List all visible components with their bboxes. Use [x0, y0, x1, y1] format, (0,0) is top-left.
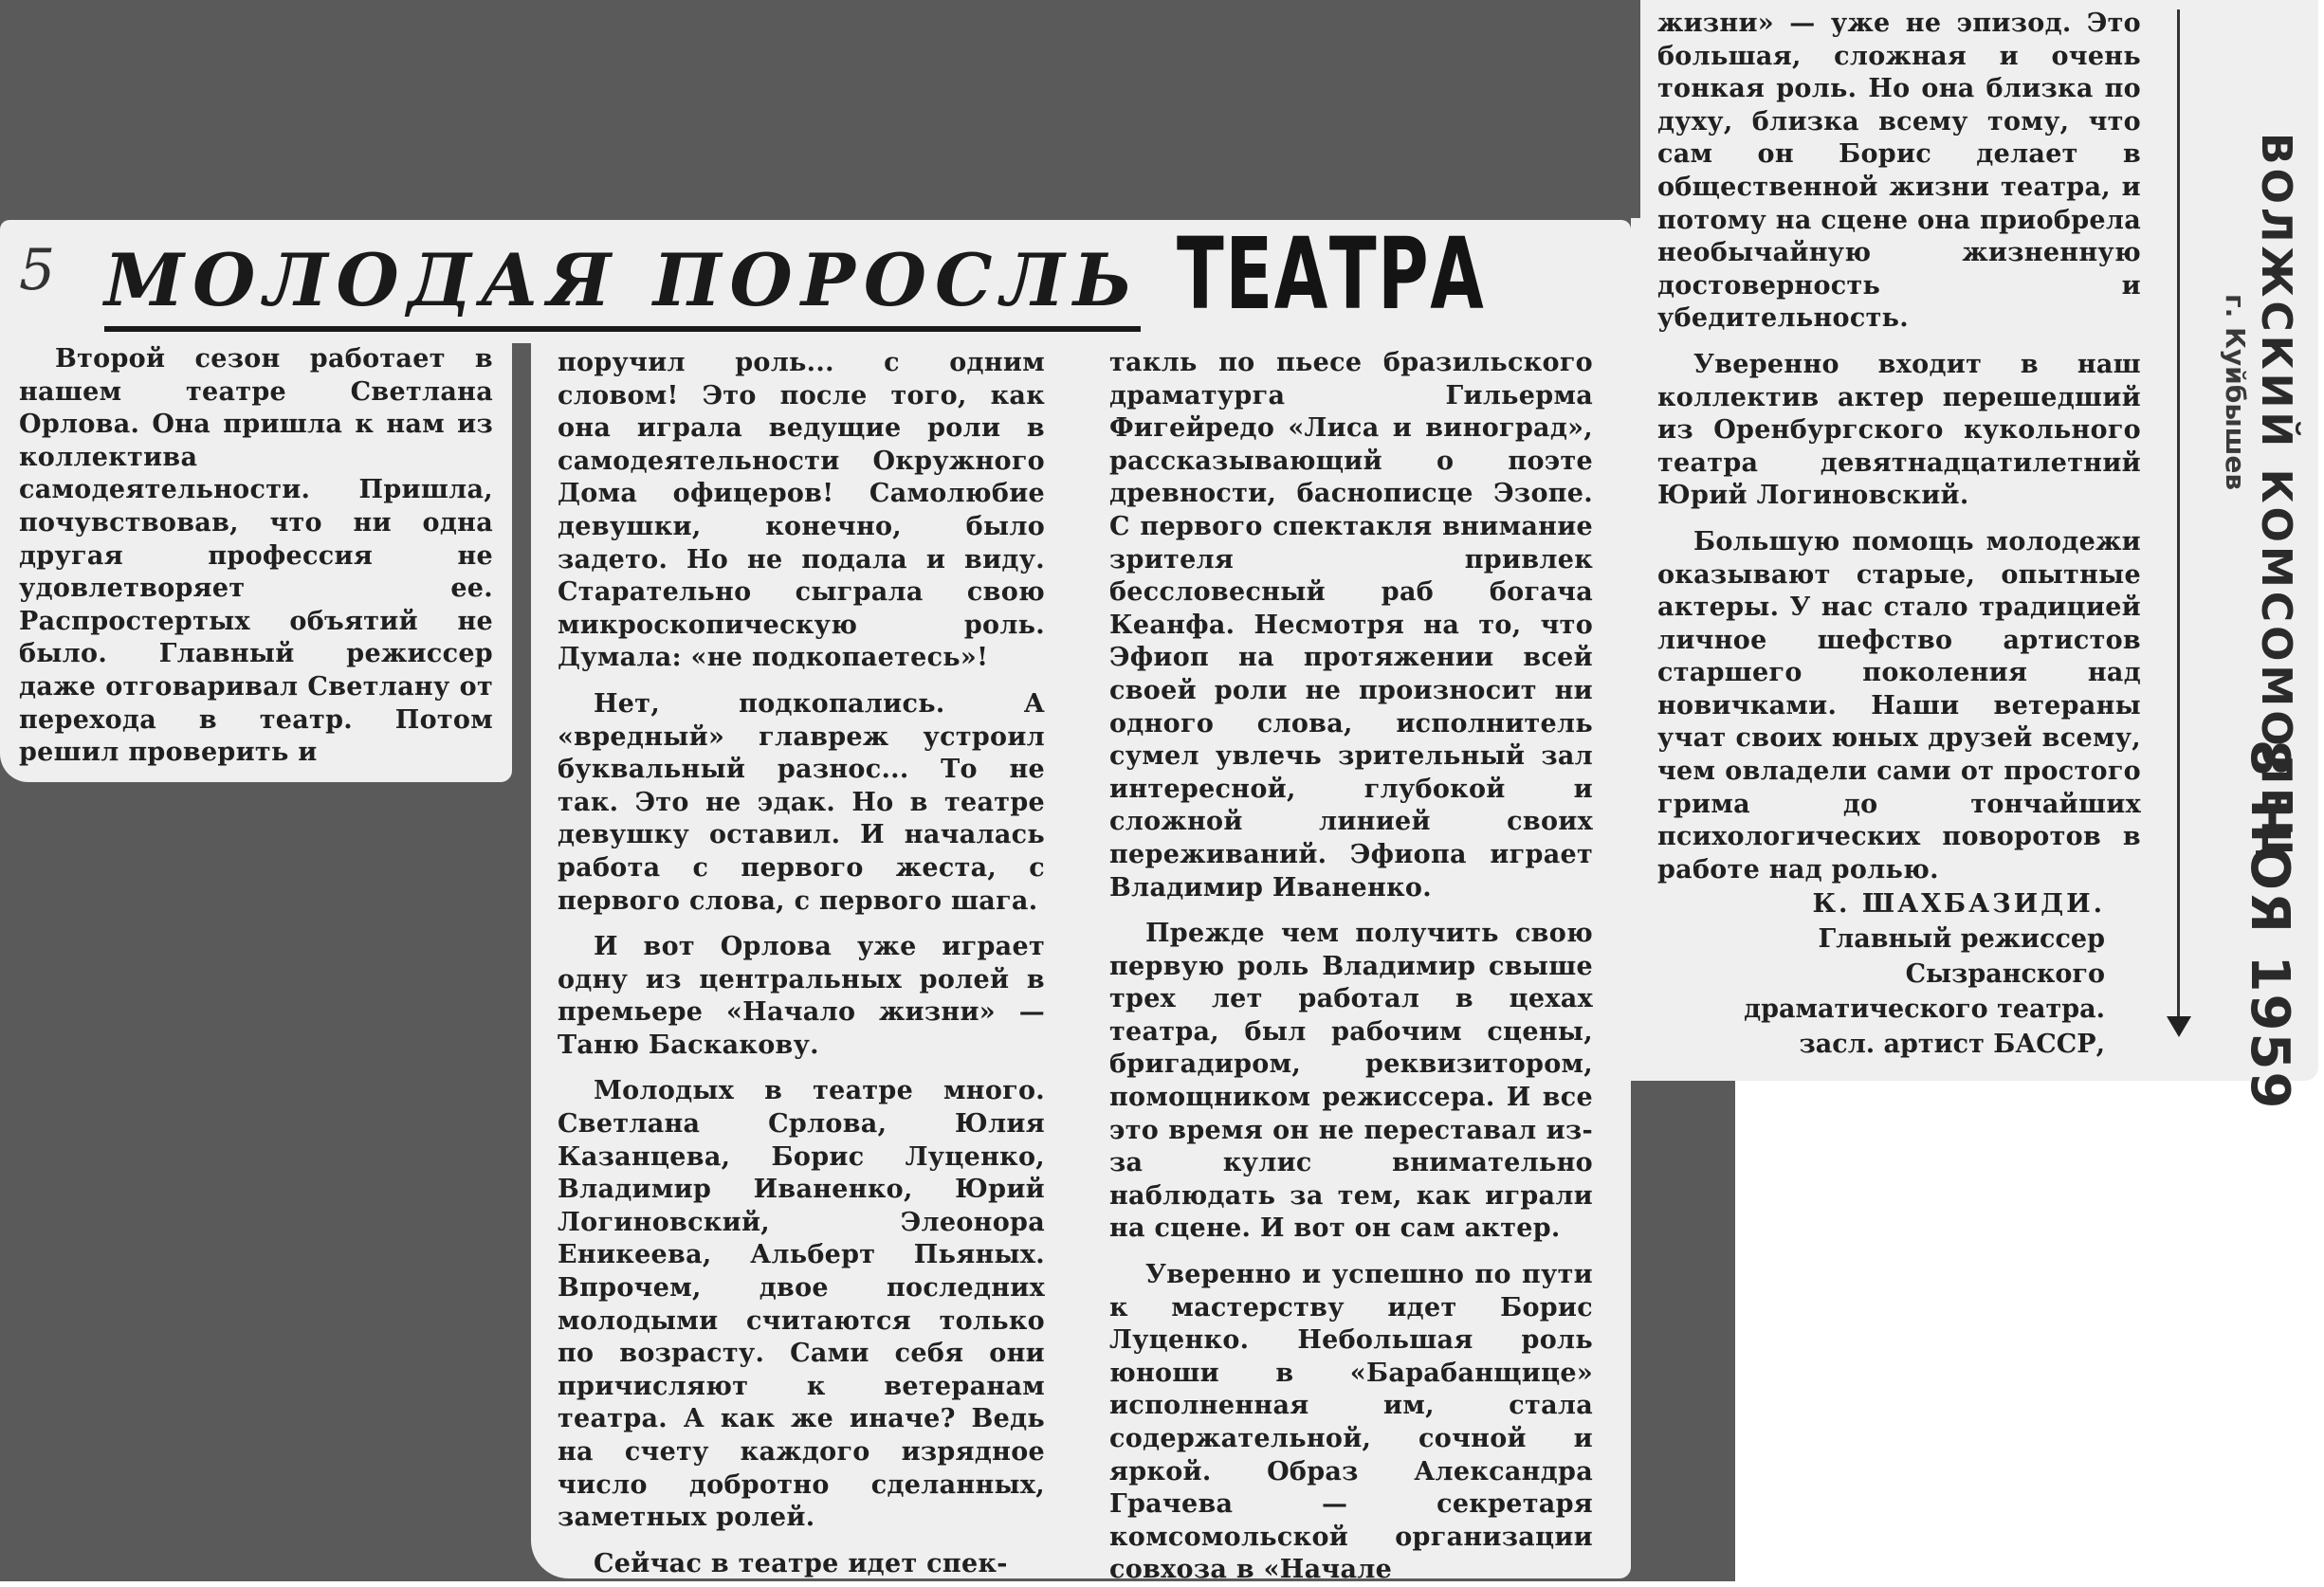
paragraph: Второй сезон работает в нашем театре Светлана Орлова. Она пришла к нам из коллектива самодеятельности. Пришла, почувствовав, что ни одна другая профессия не удовлетворяет ее. Распростертых объятий не было. Главный режиссер даже отговаривал Светлану от перехода в театр. Потом решил проверить и [19, 344, 493, 768]
source-stamp [2187, 133, 2300, 1111]
clipping-column-4-lower [1631, 218, 1650, 1081]
handwritten-mark: 5 [19, 237, 56, 303]
headline [104, 216, 1572, 332]
paragraph: Большую помощь молодежи оказывают старые, опытные актеры. У нас стало традицией личное шефство артистов старшего поколения над новичками. Наши ветераны учат своих юных друзей всему, чем овладели сами от простого грима до тончайших психологических поворотов в работе над ролью. [1657, 526, 2141, 885]
article-column-2 [558, 347, 1045, 1580]
stamp-date: 8 НОЯ 1959 [2239, 739, 2300, 1111]
scanner-background-top [0, 0, 1655, 223]
article-column-1 [19, 343, 493, 770]
paragraph: Молодых в театре много. Светлана Срлова, Юлия Казанцева, Борис Луценко, Владимир Иваненко, Юрий Логиновский, Элеонора Еникеева, Альберт Пьяных. Впрочем, двое последних молодыми считаются только по возрасту. Сами себя они причисляют к ветеранам театра. А как же иначе? Ведь на счету каждого изрядное число добротно сделанных, заметных ролей. [558, 1076, 1045, 1533]
author-title: Главный режиссер [1818, 924, 2105, 954]
article-column-3 [1109, 347, 1593, 1587]
article-column-4 [1657, 8, 2141, 886]
author-signature [1650, 886, 2105, 1062]
author-honor: засл. артист БАССР, [1799, 1030, 2105, 1059]
paragraph: такль по пьесе бразильского драматурга Гильерма Фигейредо «Лиса и виноград», рассказывающий о поэте древности, баснописце Эзопе. С первого спектакля внимание зрителя привлек бессловесный раб богача Кеанфа. Несмотря на то, что Эфиоп на протяжении всей своей роли не произносит ни одного слова, исполнитель сумел увлечь зрительный зал интересной, глубокой и сложной линией своих переживаний. Эфиопа играет Владимир Иваненко. [1109, 348, 1593, 903]
paragraph: Нет, подкопались. А «вредный» главреж устроил буквальный разнос... То не так. Это не эдак. Но в театре девушку оставил. И началась работа с первого жеста, с первого слова, с первого шага. [558, 688, 1045, 916]
paragraph: Сейчас в театре идет спек- [594, 1548, 1008, 1578]
stamp-newspaper: ВОЛЖСКИЙ КОМСОМОЛЕЦ [2252, 133, 2300, 864]
margin-rule [2177, 9, 2180, 1024]
headline-part-2: ТЕАТРА [1177, 216, 1486, 332]
author-theatre-type: драматического театра. [1744, 994, 2105, 1024]
paragraph: И вот Орлова уже играет одну из центральных ролей в премьере «Начало жизни» — Таню Баскакову. [558, 932, 1045, 1060]
paragraph: Уверенно и успешно по пути к мастерству идет Борис Луценко. Небольшая роль юноши в «Барабанщице» исполненная им, стала содержательной, сочной и яркой. Образ Александра Грачева — секретаря комсомольской организации совхоза в «Начале [1109, 1260, 1593, 1585]
author-theatre: Сызранского [1905, 959, 2105, 989]
headline-part-1: МОЛОДАЯ ПОРОСЛЬ [104, 238, 1141, 332]
stamp-city: г. Куйбышев [2220, 294, 2251, 491]
paragraph: Прежде чем получить свою первую роль Владимир свыше трех лет работал в цехах театра, был рабочим сцены, бригадиром, реквизитором, помощником режиссера. И все это время он не переставал из-за кулис внимательно наблюдать за тем, как играли на сцене. И вот он сам актер. [1109, 919, 1593, 1244]
paragraph: поручил роль... с одним словом! Это после того, как она играла ведущие роли в самодеятельности Окружного Дома офицеров! Самолюбие девушки, конечно, было задето. Но не подала и виду. Старательно сыграла свою микроскопическую роль. Думала: «не подкопаетесь»! [558, 348, 1045, 673]
paragraph: жизни» — уже не эпизод. Это большая, сложная и очень тонкая роль. Но она близка по духу, близка всему тому, что сам он Борис делает в общественной жизни театра, и потому на сцене она приобрела необычайную жизненную достоверность и убедительность. [1657, 9, 2141, 334]
author-name: К. ШАХБАЗИДИ. [1812, 889, 2105, 919]
paragraph: Уверенно входит в наш коллектив актер перешедший из Оренбургского кукольного театра девятнадцатилетний Юрий Логиновский. [1657, 349, 2141, 511]
